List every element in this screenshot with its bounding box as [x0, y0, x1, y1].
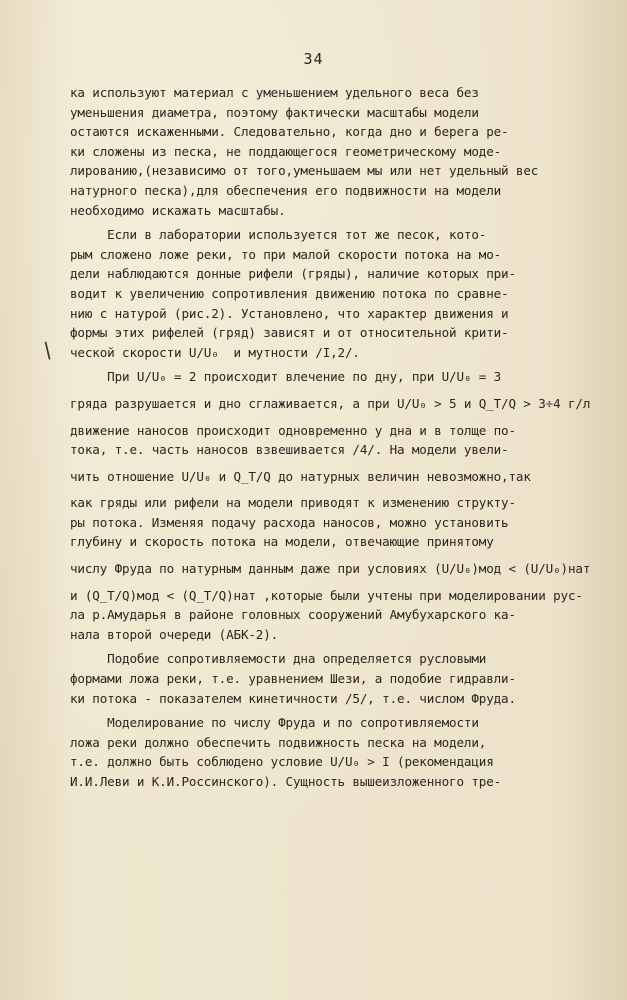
text-line: гряда разрушается и дно сглаживается, а при U/U₀ > 5 и Q_T/Q > 3÷4 г/л: [70, 395, 591, 411]
text-line: лированию,(независимо от того,уменьшаем мы или нет удельный вес: [70, 163, 539, 179]
text-line: формы этих рифелей (гряд) зависят и от относительной крити-: [70, 325, 509, 341]
text-line: нала второй очереди (АБК-2).: [70, 626, 279, 642]
text-line: движение наносов происходит одновременно у дна и в толще по-: [70, 422, 516, 438]
margin-mark: \: [39, 337, 57, 363]
text-line: ческой скорости U/U₀ и мутности /I,2/.: [70, 344, 360, 360]
text-line: чить отношение U/U₀ и Q_T/Q до натурных величин невозможно,так: [70, 468, 531, 484]
text-line: т.е. должно быть соблюдено условие U/U₀ > I (рекомендация: [70, 754, 494, 770]
text-line: необходимо искажать масштабы.: [70, 202, 286, 218]
text-line: ки сложены из песка, не поддающегося геометрическому моде-: [70, 143, 502, 159]
body-text: [70, 83, 600, 792]
text-line: уменьшения диаметра, поэтому фактически масштабы модели: [70, 104, 479, 120]
text-line: При U/U₀ = 2 происходит влечение по дну, при U/U₀ = 3: [70, 369, 502, 385]
text-line: И.И.Леви и К.И.Россинского). Сущность вышеизложенного тре-: [70, 774, 502, 789]
text-line: натурного песка),для обеспечения его подвижности на модели: [70, 182, 502, 198]
text-line: ки потока - показателем кинетичности /5/, т.е. числом Фруда.: [70, 690, 516, 706]
text-line: глубину и скорость потока на модели, отвечающие принятому: [70, 534, 494, 550]
text-line: водит к увеличению сопротивления движению потока по сравне-: [70, 285, 509, 301]
text-line: ложа реки должно обеспечить подвижность песка на модели,: [70, 734, 487, 750]
text-line: Моделирование по числу Фруда и по сопротивляемости: [70, 715, 479, 731]
text-line: Подобие сопротивляемости дна определяется русловыми: [70, 651, 487, 667]
page-number: 34: [303, 50, 324, 68]
text-line: нию с натурой (рис.2). Установлено, что характер движения и: [70, 305, 509, 321]
text-line: дели наблюдаются донные рифели (гряды), наличие которых при-: [70, 266, 516, 282]
text-line: тока, т.е. часть наносов взвешивается /4/. На модели увели-: [70, 442, 509, 458]
text-line: числу Фруда по натурным данным даже при условиях (U/U₀)мод < (U/U₀)нат: [70, 561, 591, 577]
text-line: и (Q_T/Q)мод < (Q_T/Q)нат ,которые были учтены при моделировании рус-: [70, 587, 583, 603]
text-line: ры потока. Изменяя подачу расхода наносов, можно установить: [70, 514, 509, 530]
text-line: Если в лаборатории используется тот же песок, кото-: [70, 227, 487, 243]
text-line: формами ложа реки, т.е. уравнением Шези, а подобие гидравли-: [70, 671, 516, 687]
text-line: ка используют материал с уменьшением удельного веса без: [70, 85, 479, 100]
text-line: ла р.Амударья в районе головных сооружений Амубухарского ка-: [70, 607, 516, 623]
text-line: остаются искаженными. Следовательно, когда дно и берега ре-: [70, 124, 509, 140]
text-line: рым сложено ложе реки, то при малой скорости потока на мо-: [70, 246, 502, 262]
text-line: как гряды или рифели на модели приводят к изменению структу-: [70, 495, 516, 511]
